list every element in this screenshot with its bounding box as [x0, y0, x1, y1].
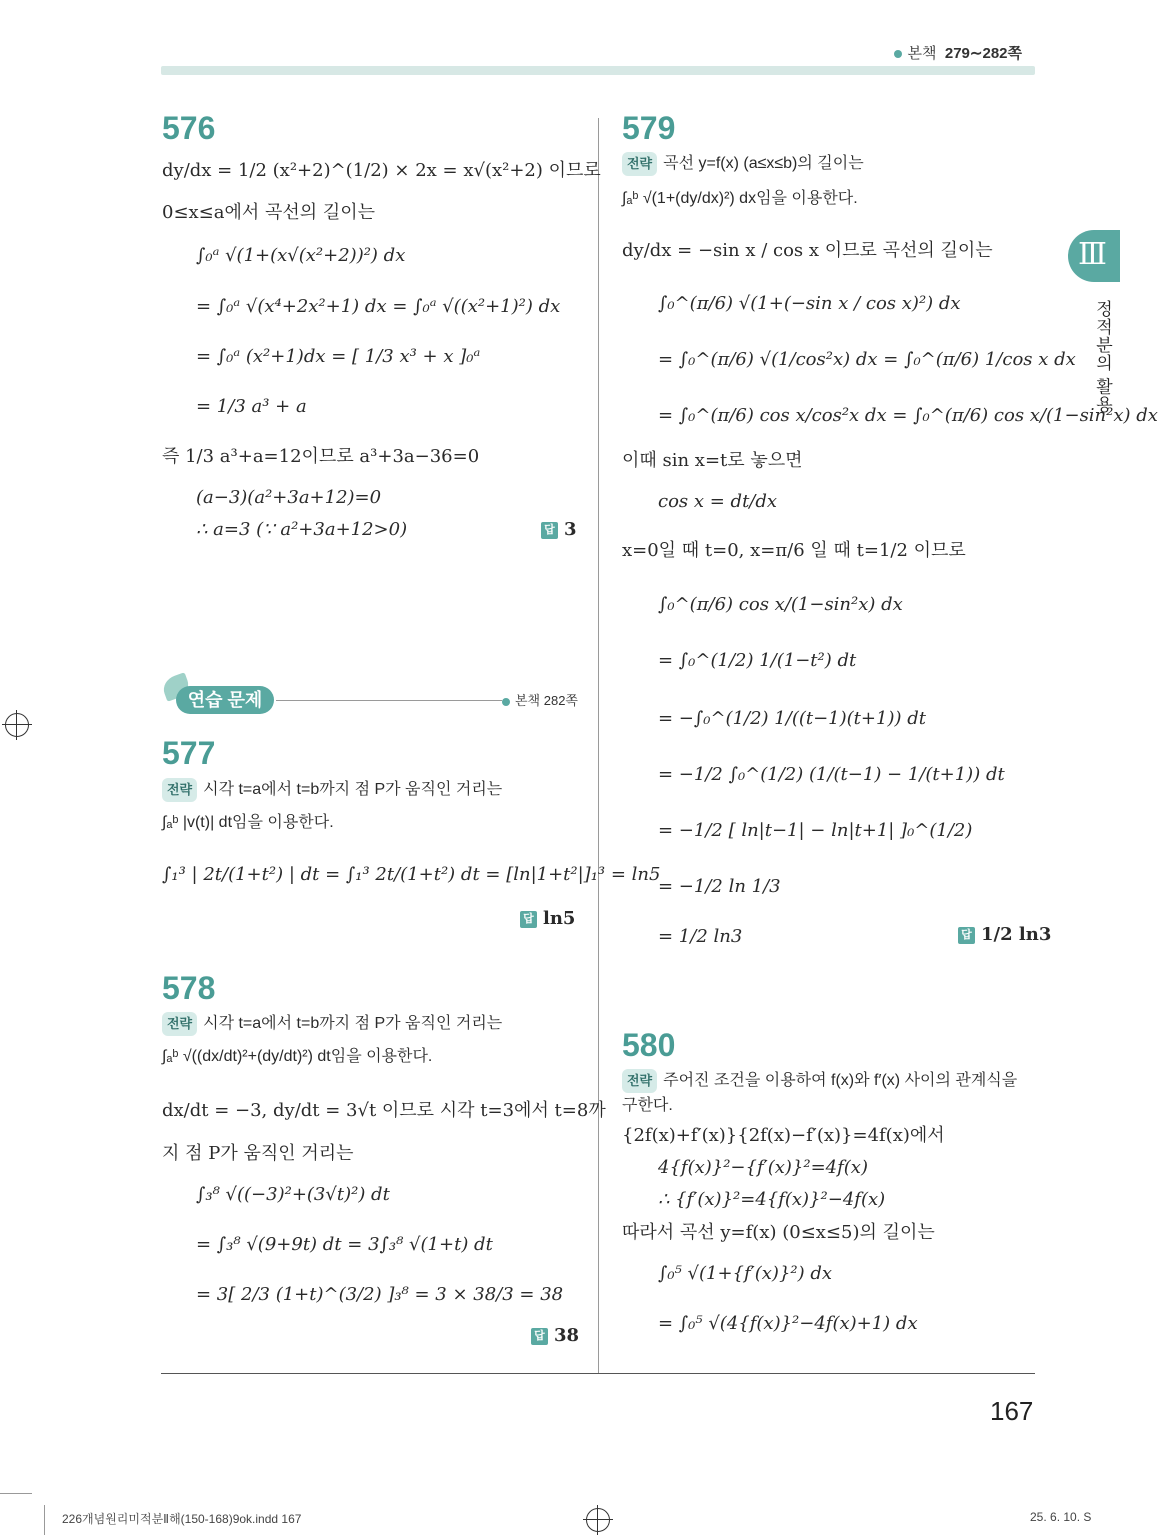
strategy-tag: 전략	[622, 1069, 657, 1093]
p578-strategy-1	[162, 1012, 502, 1036]
p576-line-7: 즉 1/3 a³+a=12이므로 a³+3a−36=0	[162, 446, 480, 467]
p579-line-2: ∫₀^(π/6) √(1+(−sin x / cos x)²) dx	[658, 293, 961, 314]
p577-answer	[520, 908, 575, 929]
p579-line-14: = 1/2 ln3	[658, 926, 743, 947]
p576-line-6: = 1/3 a³ + a	[196, 396, 307, 417]
p580-line-2: 4{f(x)}²−{f′(x)}²=4f(x)	[658, 1157, 868, 1178]
p576-line-5: = ∫₀ᵃ (x²+1)dx = [ 1/3 x³ + x ]₀ᵃ	[196, 346, 481, 367]
problem-578-number: 578	[162, 970, 216, 1006]
strategy-tag: 전략	[162, 778, 197, 802]
p577-line-1: ∫₁³ | 2t/(1+t²) | dt = ∫₁³ 2t/(1+t²) dt = [ln|1+t²|]₁³ = ln5	[162, 864, 661, 885]
p578-line-5: = 3[ 2/3 (1+t)^(3/2) ]₃⁸ = 3 × 38/3 = 38	[196, 1284, 564, 1305]
p579-line-8: ∫₀^(π/6) cos x/(1−sin²x) dx	[658, 594, 903, 615]
p576-line-9: ∴ a=3 (∵ a²+3a+12>0)	[196, 519, 408, 540]
p579-answer	[958, 924, 1051, 945]
p576-line-8: (a−3)(a²+3a+12)=0	[196, 487, 382, 508]
footer-date: 25. 6. 10. S	[1030, 1510, 1092, 1524]
p579-answer-value: 1/2 ln3	[981, 924, 1052, 945]
p577-strategy-text-1: 시각 t=a에서 t=b까지 점 P가 움직인 거리는	[203, 781, 503, 798]
p578-strategy-text-1: 시각 t=a에서 t=b까지 점 P가 움직인 거리는	[203, 1015, 503, 1032]
page-number: 167	[990, 1396, 1034, 1426]
p580-strategy-text-1: 주어진 조건을 이용하여 f(x)와 f′(x) 사이의 관계식을	[663, 1072, 1018, 1089]
problem-579-number: 579	[622, 110, 676, 146]
p579-line-11: = −1/2 ∫₀^(1/2) (1/(t−1) − 1/(t+1)) dt	[658, 764, 1005, 785]
problem-576-number: 576	[162, 110, 216, 146]
bottom-rule	[161, 1373, 1035, 1374]
practice-ref-text: 본책 282쪽	[515, 693, 578, 708]
p580-line-6: = ∫₀⁵ √(4{f(x)}²−4f(x)+1) dx	[658, 1313, 918, 1334]
practice-reference	[502, 690, 578, 709]
column-divider	[598, 118, 599, 1373]
bullet-icon	[502, 698, 510, 706]
header-ref-pages: 279∼282쪽	[944, 45, 1022, 62]
chapter-tab-roman: Ⅲ	[1078, 237, 1107, 272]
p579-line-13: = −1/2 ln 1/3	[658, 876, 781, 897]
crop-mark	[0, 1493, 32, 1494]
footer-file-name: 226개념원리미적분Ⅱ해(150-168)9ok.indd 167	[62, 1512, 302, 1526]
p577-strategy-1	[162, 778, 502, 802]
p576-line-4: = ∫₀ᵃ √(x⁴+2x²+1) dx = ∫₀ᵃ √((x²+1)²) dx	[196, 296, 561, 317]
p579-strategy-2: ∫ₐᵇ √(1+(dy/dx)²) dx임을 이용한다.	[622, 190, 858, 207]
p580-strategy-1	[622, 1069, 1017, 1093]
p578-answer	[531, 1325, 579, 1346]
p578-strategy-2: ∫ₐᵇ √((dx/dt)²+(dy/dt)²) dt임을 이용한다.	[162, 1048, 433, 1065]
p578-answer-value: 38	[554, 1325, 580, 1346]
registration-mark-icon	[586, 1508, 610, 1532]
header-bar	[161, 66, 1035, 75]
practice-banner: 연습 문제	[176, 686, 274, 714]
p579-line-5: 이때 sin x=t로 놓으면	[622, 450, 803, 471]
p578-line-4: = ∫₃⁸ √(9+9t) dt = 3∫₃⁸ √(1+t) dt	[196, 1234, 493, 1255]
answer-icon: 답	[531, 1328, 548, 1345]
answer-icon: 답	[958, 927, 975, 944]
header-reference	[894, 42, 1022, 63]
p577-strategy-2: ∫ₐᵇ |v(t)| dt임을 이용한다.	[162, 814, 334, 831]
p579-line-12: = −1/2 [ ln|t−1| − ln|t+1| ]₀^(1/2)	[658, 820, 973, 841]
p576-line-2: 0≤x≤a에서 곡선의 길이는	[162, 202, 376, 223]
header-ref-label: 본책	[907, 45, 937, 62]
p579-strategy-text-1: 곡선 y=f(x) (a≤x≤b)의 길이는	[663, 155, 864, 172]
problem-577-number: 577	[162, 735, 216, 771]
problem-580-number: 580	[622, 1027, 676, 1063]
p580-line-5: ∫₀⁵ √(1+{f′(x)}²) dx	[658, 1263, 833, 1284]
p579-line-1: dy/dx = −sin x / cos x 이므로 곡선의 길이는	[622, 240, 993, 261]
p579-strategy-1	[622, 152, 864, 176]
p576-line-1: dy/dx = 1/2 (x²+2)^(1/2) × 2x = x√(x²+2) 이므로	[162, 160, 601, 181]
p576-line-3: ∫₀ᵃ √(1+(x√(x²+2))²) dx	[196, 245, 406, 266]
p579-line-4: = ∫₀^(π/6) cos x/cos²x dx = ∫₀^(π/6) cos x/(1−sin²x) dx	[658, 405, 1158, 426]
registration-mark-icon	[5, 713, 29, 737]
p580-strategy-2: 구한다.	[622, 1097, 673, 1114]
p580-line-1: {2f(x)+f′(x)}{2f(x)−f′(x)}=4f(x)에서	[622, 1125, 945, 1146]
p580-line-4: 따라서 곡선 y=f(x) (0≤x≤5)의 길이는	[622, 1222, 935, 1243]
practice-rule	[276, 700, 502, 701]
p579-line-3: = ∫₀^(π/6) √(1/cos²x) dx = ∫₀^(π/6) 1/cos x dx	[658, 349, 1076, 370]
p579-line-9: = ∫₀^(1/2) 1/(1−t²) dt	[658, 650, 857, 671]
bullet-icon	[894, 50, 902, 58]
p578-line-3: ∫₃⁸ √((−3)²+(3√t)²) dt	[196, 1184, 390, 1205]
p579-line-6: cos x = dt/dx	[658, 491, 778, 512]
answer-icon: 답	[520, 911, 537, 928]
p577-answer-value: ln5	[543, 908, 576, 929]
p578-line-2: 지 점 P가 움직인 거리는	[162, 1143, 354, 1164]
p579-line-10: = −∫₀^(1/2) 1/((t−1)(t+1)) dt	[658, 708, 926, 729]
chapter-title: 정적분의 활용	[1093, 300, 1112, 414]
strategy-tag: 전략	[162, 1012, 197, 1036]
crop-mark	[44, 1505, 45, 1535]
p576-answer-value: 3	[564, 519, 577, 540]
p576-answer	[541, 519, 577, 540]
p579-line-7: x=0일 때 t=0, x=π/6 일 때 t=1/2 이므로	[622, 540, 966, 561]
p578-line-1: dx/dt = −3, dy/dt = 3√t 이므로 시각 t=3에서 t=8까	[162, 1100, 606, 1121]
answer-icon: 답	[541, 522, 558, 539]
strategy-tag: 전략	[622, 152, 657, 176]
p580-line-3: ∴ {f′(x)}²=4{f(x)}²−4f(x)	[658, 1189, 886, 1210]
